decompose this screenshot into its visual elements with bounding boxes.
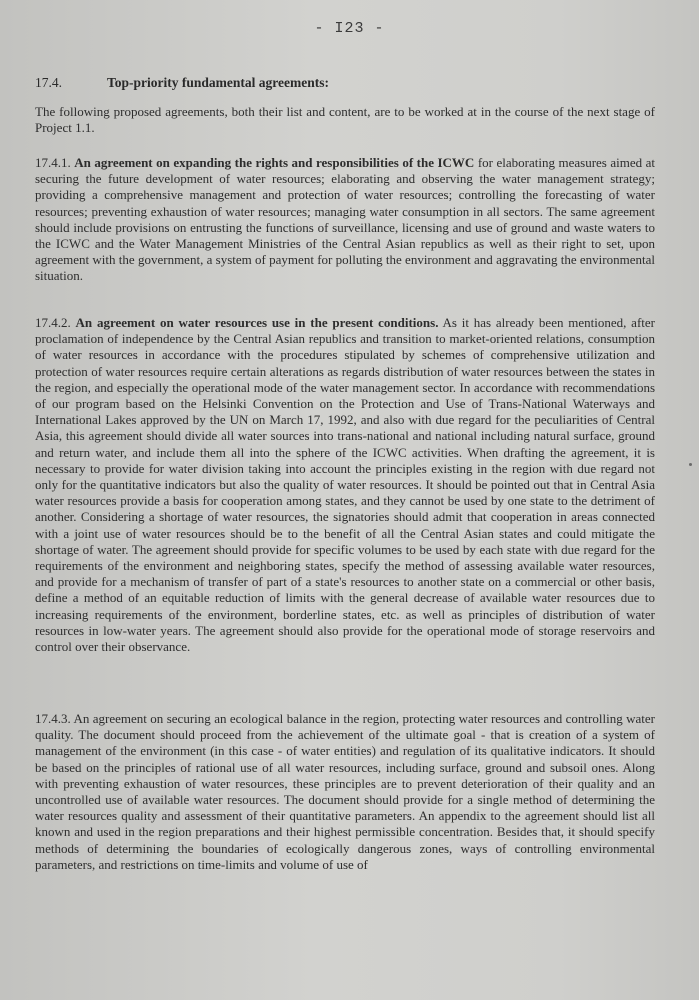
section-title: Top-priority fundamental agreements:: [107, 75, 329, 90]
intro-paragraph: The following proposed agreements, both their list and content, are to be worked at in the course of the next stage of Project 1.1.: [35, 104, 655, 136]
section-number: 17.4.: [35, 75, 62, 90]
item-number: 17.4.2.: [35, 315, 71, 330]
paragraph-17-4-1: [35, 155, 655, 285]
item-title: An agreement on water resources use in the present conditions.: [75, 315, 439, 330]
scan-speck: [689, 463, 692, 466]
item-title: An agreement on expanding the rights and responsibilities of the ICWC: [74, 155, 475, 170]
paragraph-17-4-3: [35, 711, 655, 873]
page-number: - I23 -: [314, 20, 385, 37]
item-text: An agreement on securing an ecological balance in the region, protecting water resources and controlling water quality. The document should proceed from the achievement of the ultimate goal - that is creation of a system of management of the environment (in this case - of water entities) and regulation of its qualitative indicators. It should be based on the principles of rational use of all water resources, including surface, ground and subsoil ones. Along with preventing exhaustion of water resources, these principles are to prevent deterioration of their quality and an uncontrolled use of available water resources. The document should provide for a single method of determining the water resources quality and assessment of their quantitative parameters. An appendix to the agreement should list all known and used in the region preparations and their highest permissible concentration. Besides that, it should specify methods of determining the boundaries of ecologically dangerous zones, ways of controlling environmental parameters, and restrictions on time-limits and volume of use of: [35, 711, 655, 872]
item-text: As it has already been mentioned, after proclamation of independence by the Central Asian republics and transition to market-oriented relations, consumption of water resources in accordance with the procedures stipulated by schemes of comprehensive utilization and protection of water resources require certain alterations as regards distribution of water resources between the states in the region, and especially the operational mode of the water management sector. In accordance with recommendations of our program based on the Helsinki Convention on the Protection and Use of Trans-National Waterways and International Lakes approved by the UN on March 17, 1992, and also with due regard for the peculiarities of Central Asia, this agreement should divide all water sources into trans-national and national including natural surface, ground and return water, and include them all into the sphere of the ICWC activities. When drafting the agreement, it is necessary to provide for water division taking into account the principles existing in the region with due regard not only for the quantitative indicators but also the quality of water resources. It should be pointed out that in Central Asia water resources provide a basis for cooperation among states, and they cannot be used by one state to the detriment of another. Considering a shortage of water resources, the signatories should admit that cooperation in areas connected with a joint use of water resources should be to the benefit of all the Central Asian states and could mitigate the shortage of water. The agreement should provide for specific volumes to be used by each state with due regard for the requirements of the environment and neighboring states, specify the method of assessing available water resources, and provide for a mechanism of transfer of part of a state's resources to another state on a commercial or other basis, define a method of an equitable reduction of limits with the general decrease of available water resources due to increasing requirements of the environment, borderline states, etc. as well as principles of distribution of water resources in low-water years. The agreement should also provide for the operational mode of storage reservoirs and control over their observance.: [35, 315, 655, 655]
section-heading: [35, 75, 329, 91]
item-text: for elaborating measures aimed at securing the future development of water resources; elaborating and observing the water management strategy; providing a comprehensive management and protection of water resources; controlling the forecasting of water resources; preventing exhaustion of water resources; managing water consumption in all sectors. The same agreement should include provisions on entrusting the functions of surveillance, licensing and use of ground and waste waters to the ICWC and the Water Management Ministries of the Central Asian republics as well as their right to set, upon agreement with the government, a system of payment for polluting the environment and aggravating the environmental situation.: [35, 155, 656, 284]
item-number: 17.4.1.: [35, 155, 71, 170]
paragraph-17-4-2: [35, 315, 655, 655]
item-number: 17.4.3.: [35, 711, 71, 726]
